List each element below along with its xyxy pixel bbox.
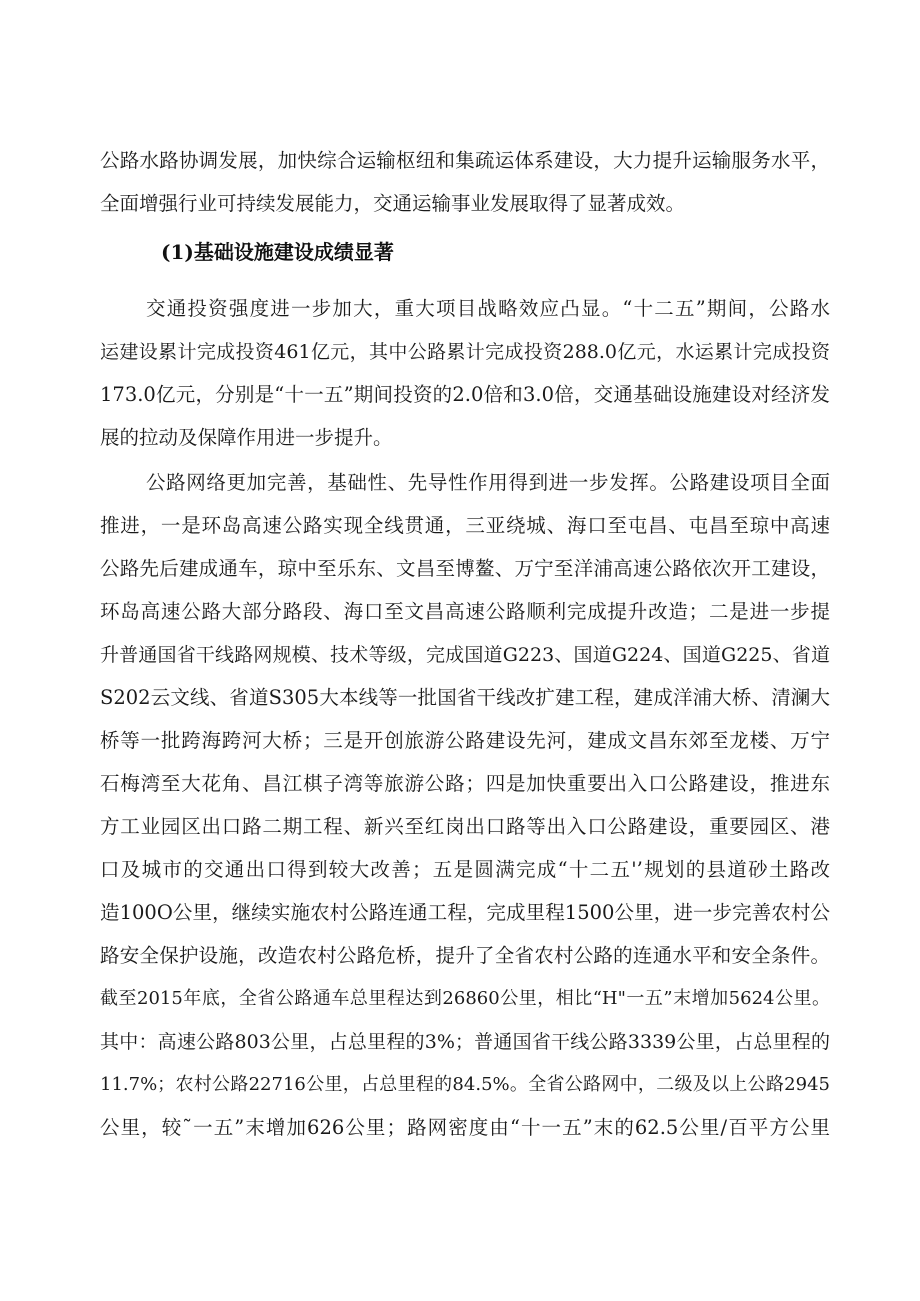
para2-line-7: 桥等一批跨海跨河大桥；三是开创旅游公路建设先河，建成文昌东郊至龙楼、万宁	[100, 729, 830, 752]
intro-line-2: 全面增强行业可持续发展能力，交通运输事业发展取得了显著成效。	[100, 192, 686, 215]
para2-line-6: S202云文线、省道S305大本线等一批国省干线改扩建工程，建成洋浦大桥、清澜大	[100, 686, 830, 709]
para2-line-1: 公路网络更加完善，基础性、先导性作用得到进一步发挥。公路建设项目全面	[146, 471, 830, 494]
para2-line-3: 公路先后建成通车，琼中至乐东、文昌至博鳌、万宁至洋浦高速公路依次开工建设，	[100, 557, 830, 580]
para2-line-16: 公里，较˜一五”末增加626公里；路网密度由“十一五”末的62.5公里/百平方公里	[100, 1116, 830, 1139]
section-heading: (1)基础设施建设成绩显著	[161, 240, 394, 264]
para1-line-1: 交通投资强度进一步加大，重大项目战略效应凸显。“十二五”期间，公路水	[146, 297, 830, 320]
para1-line-2: 运建设累计完成投资461亿元，其中公路累计完成投资288.0亿元，水运累计完成投资	[100, 341, 830, 363]
para2-line-9: 方工业园区出口路二期工程、新兴至红岗出口路等出入口公路建设，重要园区、港	[100, 815, 830, 838]
para2-line-13: 截至2015年底，全省公路通车总里程达到26860公里，相比“H"一五”末增加5624公里。	[100, 988, 830, 1009]
para1-line-3: 173.0亿元，分别是“十一五”期间投资的2.0倍和3.0倍，交通基础设施建设对经济发	[100, 383, 830, 406]
para2-line-2: 推进，一是环岛高速公路实现全线贯通，三亚绕城、海口至屯昌、屯昌至琼中高速	[100, 514, 830, 537]
para2-line-15: 11.7%；农村公路22716公里，占总里程的84.5%。全省公路网中，二级及以上公路2945	[100, 1074, 830, 1095]
para2-line-14: 其中：高速公路803公里，占总里程的3%；普通国省干线公路3339公里，占总里程的	[100, 1031, 830, 1053]
para2-line-4: 环岛高速公路大部分路段、海口至文昌高速公路顺利完成提升改造；二是进一步提	[100, 600, 830, 623]
para2-line-11: 造100O公里，继续实施农村公路连通工程，完成里程1500公里，进一步完善农村公	[100, 901, 830, 924]
para2-line-8: 石梅湾至大花角、昌江棋子湾等旅游公路；四是加快重要出入口公路建设，推进东	[100, 772, 830, 795]
para2-line-12: 路安全保护设施，改造农村公路危桥，提升了全省农村公路的连通水平和安全条件。	[100, 944, 830, 967]
para2-line-10: 口及城市的交通出口得到较大改善；五是圆满完成“十二五'’规划的县道砂土路改	[100, 858, 830, 881]
intro-line-1: 公路水路协调发展，加快综合运输枢纽和集疏运体系建设，大力提升运输服务水平，	[100, 149, 830, 172]
para1-line-4: 展的拉动及保障作用进一步提升。	[100, 426, 393, 449]
para2-line-5: 升普通国省干线路网规模、技术等级，完成国道G223、国道G224、国道G225、省道	[100, 644, 830, 666]
